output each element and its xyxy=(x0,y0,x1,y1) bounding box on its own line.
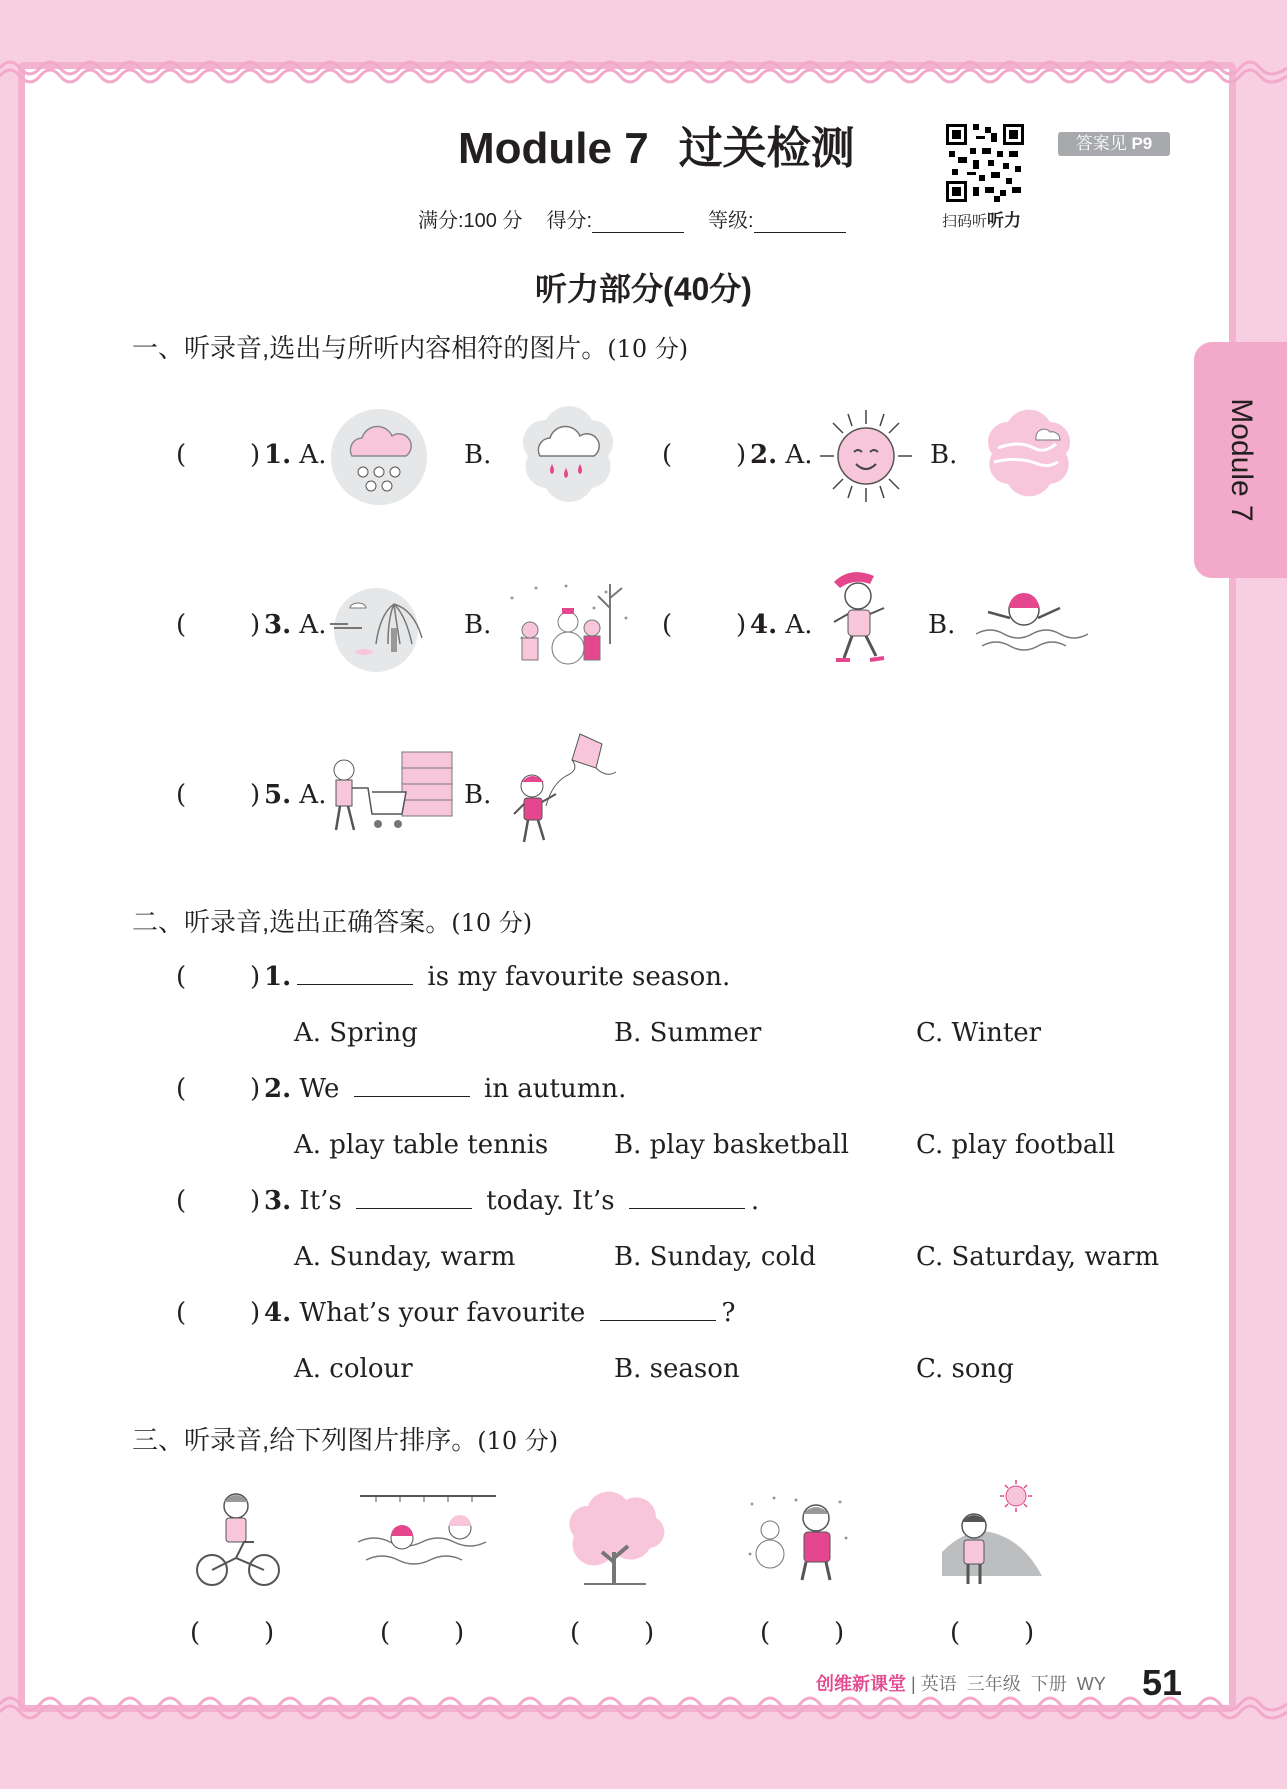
fill-blank[interactable] xyxy=(600,1298,716,1321)
order-blank[interactable]: ( xyxy=(380,1618,391,1648)
fill-blank[interactable] xyxy=(629,1186,745,1209)
option-c[interactable]: C. Winter xyxy=(916,1018,1042,1048)
option-a[interactable]: A. Spring xyxy=(294,1018,418,1048)
answer-blank[interactable]: ( xyxy=(176,780,187,810)
snowman-children-icon[interactable] xyxy=(506,578,634,678)
worksheet-page: Module 7 Module 7 过关检测 扫码听听力 答案见 P9 满分:100 分 得分: 等级: 听力部分(40分) 一、听录音,选出与所听内容相符的图片。(10 分) ( ) 1. A. B. ( ) 2. A. B. ( ) 3. A. B. ( ) 4. A. B. ( ) 5. A. B. 二、听录音,选出正确答案。(10 分) ( ) 1. is my favourite season. A. Spring B. Summer C. Winter ( ) 2. We in autumn. A. play table tennis B. play basketball C. play football ( ) 3. It’s today. It’s . A. Sunday, warm B. Sunday, cold C. Saturday, warm ( ) 4. What’s your favourite ? A. colour B. season C. song 三、听录音,给下列图片排序。(10 分) ( ) ( ) ( ) ( ) ( ) 创维新课堂 | 英语 三年级 下册 WY 51 xyxy=(0,0,1287,1789)
p2-q3: 3. It’s today. It’s . xyxy=(264,1186,760,1216)
page-number: 51 xyxy=(1142,1662,1183,1703)
p1-q1-b: B. xyxy=(464,440,492,470)
option-a[interactable]: A. play table tennis xyxy=(294,1130,549,1160)
willow-tree-icon[interactable] xyxy=(330,578,440,676)
answer-blank[interactable]: ( xyxy=(176,1298,187,1328)
qr-label: 扫码听听力 xyxy=(942,211,1022,230)
option-c[interactable]: C. play football xyxy=(916,1130,1116,1160)
boy-bicycle-icon[interactable] xyxy=(194,1490,284,1590)
option-b[interactable]: B. Summer xyxy=(614,1018,762,1048)
answer-reference-badge: 答案见 P9 xyxy=(1058,132,1170,156)
listening-section-title: 听力部分(40分) xyxy=(535,271,752,307)
girl-skating-icon[interactable] xyxy=(820,566,896,672)
option-c[interactable]: C. song xyxy=(916,1354,1014,1384)
option-a[interactable]: A. Sunday, warm xyxy=(294,1242,516,1272)
order-blank[interactable]: ( xyxy=(570,1618,581,1648)
footer-brand: 创维新课堂 xyxy=(816,1674,906,1694)
option-a[interactable]: A. colour xyxy=(294,1354,413,1384)
grade-blank[interactable] xyxy=(754,212,846,233)
option-b[interactable]: B. season xyxy=(614,1354,740,1384)
grade-label: 等级: xyxy=(708,210,754,232)
answer-blank[interactable]: ( xyxy=(176,440,187,470)
wind-cloud-icon[interactable] xyxy=(974,406,1084,502)
footer: 创维新课堂 | 英语 三年级 下册 WY xyxy=(816,1674,1106,1694)
p1-q5-label: 5. A. xyxy=(264,780,327,810)
p1-q4-b: B. xyxy=(928,610,956,640)
answer-blank[interactable]: ( xyxy=(176,1074,187,1104)
score-label: 得分: xyxy=(546,210,593,232)
boy-shopping-cart-icon[interactable] xyxy=(326,748,456,840)
p1-q2-b: B. xyxy=(930,440,958,470)
order-blank[interactable]: ( xyxy=(950,1618,961,1648)
girl-flying-kite-icon[interactable] xyxy=(510,730,622,854)
part2-heading: 二、听录音,选出正确答案。(10 分) xyxy=(132,907,533,937)
p1-q1-label: 1. A. xyxy=(264,440,327,470)
bottom-wave-border xyxy=(0,1692,1287,1732)
p2-q4: 4. What’s your favourite ? xyxy=(264,1298,736,1328)
full-score: 满分:100 分 xyxy=(418,210,523,232)
p2-q2: 2. We in autumn. xyxy=(264,1074,627,1104)
answer-blank[interactable]: ( xyxy=(176,962,187,992)
sun-icon[interactable] xyxy=(818,408,914,504)
girl-swimming-icon[interactable] xyxy=(972,584,1090,660)
blossom-tree-icon[interactable] xyxy=(564,1488,666,1590)
p1-q4-label: 4. A. xyxy=(750,610,813,640)
qr-code-icon[interactable] xyxy=(946,124,1024,202)
fill-blank[interactable] xyxy=(356,1186,472,1209)
module-side-tab: Module 7 xyxy=(1194,342,1287,578)
p2-q1: 1. is my favourite season. xyxy=(264,962,731,992)
p1-q3-b: B. xyxy=(464,610,492,640)
answer-blank[interactable]: ( xyxy=(176,610,187,640)
rain-cloud-icon[interactable] xyxy=(508,406,628,504)
children-swimming-icon[interactable] xyxy=(356,1488,500,1588)
part3-heading: 三、听录音,给下列图片排序。(10 分) xyxy=(132,1425,559,1455)
boy-snowman-icon[interactable] xyxy=(746,1494,850,1590)
score-line xyxy=(418,204,870,233)
order-blank[interactable]: ( xyxy=(760,1618,771,1648)
option-b[interactable]: B. play basketball xyxy=(614,1130,849,1160)
footer-subject: 英语 xyxy=(920,1674,957,1694)
boy-sun-field-icon[interactable] xyxy=(940,1478,1044,1590)
page-title xyxy=(458,112,855,176)
snow-cloud-icon[interactable] xyxy=(330,408,428,506)
top-wave-border xyxy=(0,48,1287,88)
answer-blank[interactable]: ( xyxy=(662,440,673,470)
part1-heading: 一、听录音,选出与所听内容相符的图片。(10 分) xyxy=(132,333,689,363)
score-blank[interactable] xyxy=(592,212,684,233)
order-blank[interactable]: ( xyxy=(190,1618,201,1648)
p1-q5-b: B. xyxy=(464,780,492,810)
answer-blank[interactable]: ( xyxy=(176,1186,187,1216)
test-title: 过关检测 xyxy=(678,124,855,173)
p1-q2-label: 2. A. xyxy=(750,440,813,470)
fill-blank[interactable] xyxy=(297,962,413,985)
option-b[interactable]: B. Sunday, cold xyxy=(614,1242,817,1272)
p1-q3-label: 3. A. xyxy=(264,610,327,640)
fill-blank[interactable] xyxy=(354,1074,470,1097)
option-c[interactable]: C. Saturday, warm xyxy=(916,1242,1160,1272)
footer-edition: WY xyxy=(1076,1674,1106,1694)
module-title: Module 7 xyxy=(458,124,649,173)
answer-blank[interactable]: ( xyxy=(662,610,673,640)
footer-volume: 下册 xyxy=(1030,1674,1067,1694)
footer-grade: 三年级 xyxy=(966,1674,1021,1694)
